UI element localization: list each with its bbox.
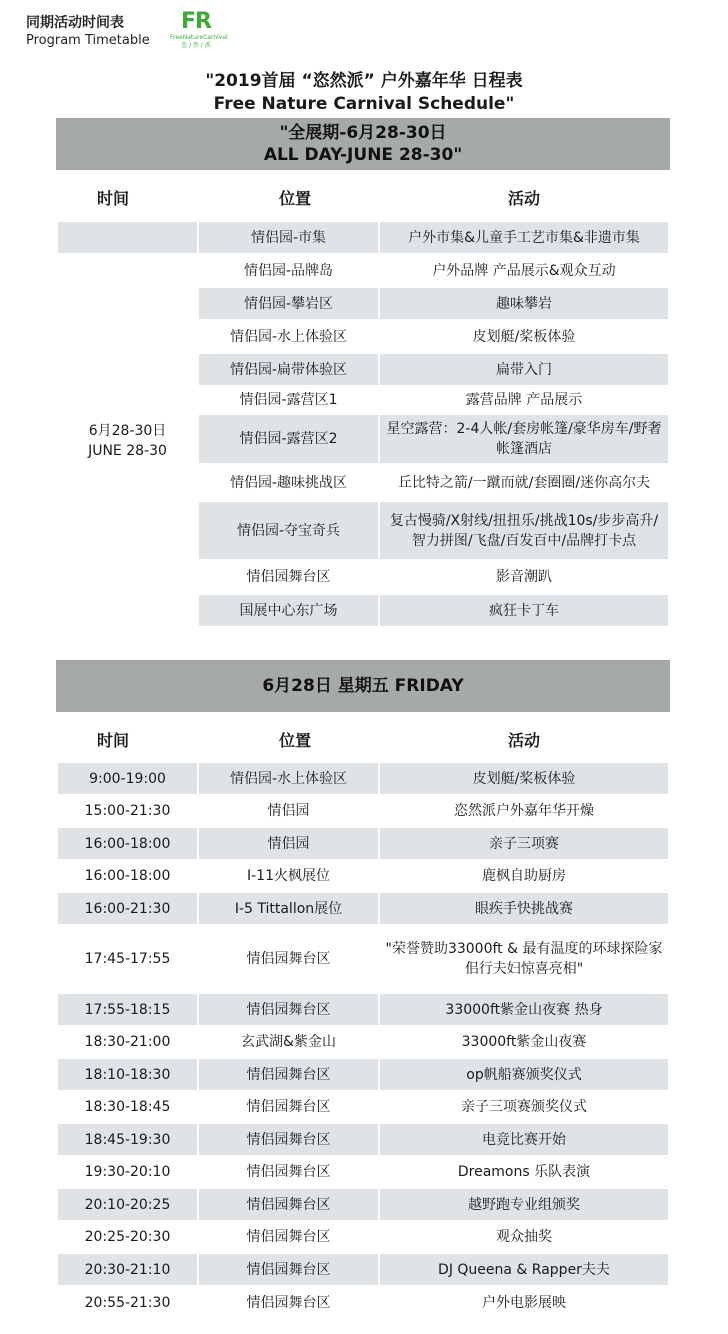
time-cell: 20:10-20:25 — [58, 1189, 197, 1220]
activity-cell: 越野跑专业组颁奖 — [380, 1189, 668, 1220]
location-cell: 情侣园舞台区 — [246, 1294, 331, 1311]
activity-cell: 33000ft紫金山夜赛 热身 — [380, 994, 668, 1025]
activity-cell: 恣然派户外嘉年华开燥 — [454, 803, 594, 819]
activity-cell: 户外品牌 产品展示&观众互动 — [432, 263, 616, 279]
date-range-cell — [58, 256, 197, 626]
activity-cell: 观众抽奖 — [496, 1229, 552, 1245]
time-cell: 18:45-19:30 — [58, 1124, 197, 1155]
activity-cell: 电竞比赛开始 — [380, 1124, 668, 1155]
logo-subtext: 恣 / 然 / 派 — [181, 42, 211, 49]
location-cell: I-5 Tittallon展位 — [199, 893, 378, 924]
activity-cell: 亲子三项赛 — [380, 828, 668, 859]
activity-cell: 皮划艇/桨板体验 — [380, 763, 668, 794]
time-cell: 15:00-21:30 — [84, 803, 171, 819]
time-cell: 20:25-20:30 — [84, 1229, 171, 1245]
location-cell: 情侣园舞台区 — [246, 569, 331, 585]
section-all-day-heading-cn: "全展期-6月28-30日 — [279, 123, 447, 143]
time-cell: 17:55-18:15 — [58, 994, 197, 1025]
activity-cell: 丘比特之箭/一蹴而就/套圈圈/迷你高尔夫 — [397, 474, 651, 491]
location-cell: 情侣园舞台区 — [246, 1099, 331, 1115]
location-cell: 情侣园舞台区 — [199, 1124, 378, 1155]
logo-mark: FR — [181, 9, 211, 34]
section-all-day-heading — [56, 118, 670, 170]
location-cell: 玄武湖&紫金山 — [241, 1034, 336, 1050]
activity-cell: 眼疾手快挑战赛 — [380, 893, 668, 924]
time-cell: 16:00-18:00 — [58, 828, 197, 859]
time-cell: 18:30-18:45 — [84, 1099, 171, 1115]
date-range-en: JUNE 28-30 — [88, 443, 167, 459]
activity-cell: 疯狂卡丁车 — [380, 595, 668, 626]
date-range-cn: 6月28-30日 — [88, 423, 167, 439]
activity-cell: 皮划艇/桨板体验 — [472, 328, 576, 345]
activity-cell: 户外市集&儿童手工艺市集&非遗市集 — [380, 222, 668, 253]
col-header-activity: 活动 — [507, 189, 540, 208]
location-cell: I-11火枫展位 — [247, 868, 330, 884]
logo-text: FreeNatureCarnival — [170, 34, 228, 41]
time-cell: 20:30-21:10 — [58, 1254, 197, 1285]
time-cell: 18:30-21:00 — [84, 1034, 171, 1050]
location-cell: 情侣园舞台区 — [246, 951, 331, 967]
activity-cell: Dreamons 乐队表演 — [457, 1164, 591, 1180]
time-cell: 17:45-17:55 — [84, 951, 171, 967]
location-cell: 情侣园舞台区 — [199, 1189, 378, 1220]
activity-cell: op帆船赛颁奖仪式 — [380, 1059, 668, 1090]
section-all-day-heading-en: ALL DAY-JUNE 28-30" — [263, 145, 463, 165]
schedule-title-cn: "2019首届 “恣然派” 户外嘉年华 日程表 — [205, 71, 523, 91]
location-cell: 情侣园舞台区 — [246, 1164, 331, 1180]
section-friday-heading: 6月28日 星期五 FRIDAY — [56, 660, 670, 712]
location-cell: 情侣园-市集 — [199, 222, 378, 253]
timetable-label-en: Program Timetable — [26, 33, 150, 48]
time-cell: 20:55-21:30 — [84, 1294, 171, 1311]
activity-cell: 趣味攀岩 — [380, 288, 668, 319]
time-cell: 16:00-21:30 — [58, 893, 197, 924]
activity-cell: DJ Queena & Rapper夫夫 — [380, 1254, 668, 1285]
activity-cell: 星空露营：2-4人帐/套房帐篷/豪华房车/野奢帐篷酒店 — [380, 415, 668, 463]
location-cell: 情侣园-水上体验区 — [229, 328, 348, 345]
location-cell: 情侣园-品牌岛 — [243, 263, 334, 279]
activity-cell: 33000ft紫金山夜赛 — [461, 1034, 587, 1050]
location-cell: 情侣园-趣味挑战区 — [229, 474, 348, 491]
location-cell: 情侣园-水上体验区 — [199, 763, 378, 794]
location-cell: 国展中心东广场 — [199, 595, 378, 626]
time-cell-empty — [58, 222, 197, 253]
location-cell: 情侣园-攀岩区 — [199, 288, 378, 319]
time-cell: 16:00-18:00 — [84, 868, 171, 884]
col-header-location-2: 位置 — [278, 731, 311, 750]
location-cell: 情侣园舞台区 — [246, 1229, 331, 1245]
location-cell: 情侣园-露营区2 — [199, 415, 378, 463]
col-header-activity-2: 活动 — [507, 731, 540, 750]
location-cell: 情侣园 — [199, 828, 378, 859]
activity-cell: "荣誉赞助33000ft & 最有温度的环球探险家佀行夫妇惊喜亮相" — [385, 941, 663, 977]
col-header-time: 时间 — [96, 189, 129, 208]
schedule-title-en: Free Nature Carnival Schedule" — [213, 94, 515, 114]
activity-cell: 户外电影展映 — [482, 1294, 566, 1311]
timetable-label-cn: 同期活动时间表 — [26, 15, 124, 31]
col-header-time-2: 时间 — [96, 731, 129, 750]
time-cell: 18:10-18:30 — [58, 1059, 197, 1090]
activity-cell: 复古慢骑/X射线/扭扭乐/挑战10s/步步高升/智力拼图/飞盘/百发百中/品牌打卡点 — [380, 502, 668, 559]
location-cell: 情侣园-夺宝奇兵 — [199, 502, 378, 559]
location-cell: 情侣园-扁带体验区 — [199, 354, 378, 385]
time-cell: 9:00-19:00 — [58, 763, 197, 794]
carnival-logo — [170, 9, 228, 50]
activity-cell: 扁带入门 — [380, 354, 668, 385]
location-cell: 情侣园舞台区 — [199, 994, 378, 1025]
location-cell: 情侣园舞台区 — [199, 1254, 378, 1285]
activity-cell: 鹿枫自助厨房 — [482, 868, 566, 884]
col-header-location: 位置 — [278, 189, 311, 208]
activity-cell: 亲子三项赛颁奖仪式 — [461, 1099, 587, 1115]
location-cell: 情侣园舞台区 — [199, 1059, 378, 1090]
activity-cell: 露营品牌 产品展示 — [465, 391, 583, 408]
location-cell: 情侣园-露营区1 — [239, 391, 338, 408]
timetable-label — [26, 14, 150, 50]
time-cell: 19:30-20:10 — [84, 1164, 171, 1180]
activity-cell: 影音潮趴 — [496, 569, 552, 585]
location-cell: 情侣园 — [267, 803, 310, 819]
